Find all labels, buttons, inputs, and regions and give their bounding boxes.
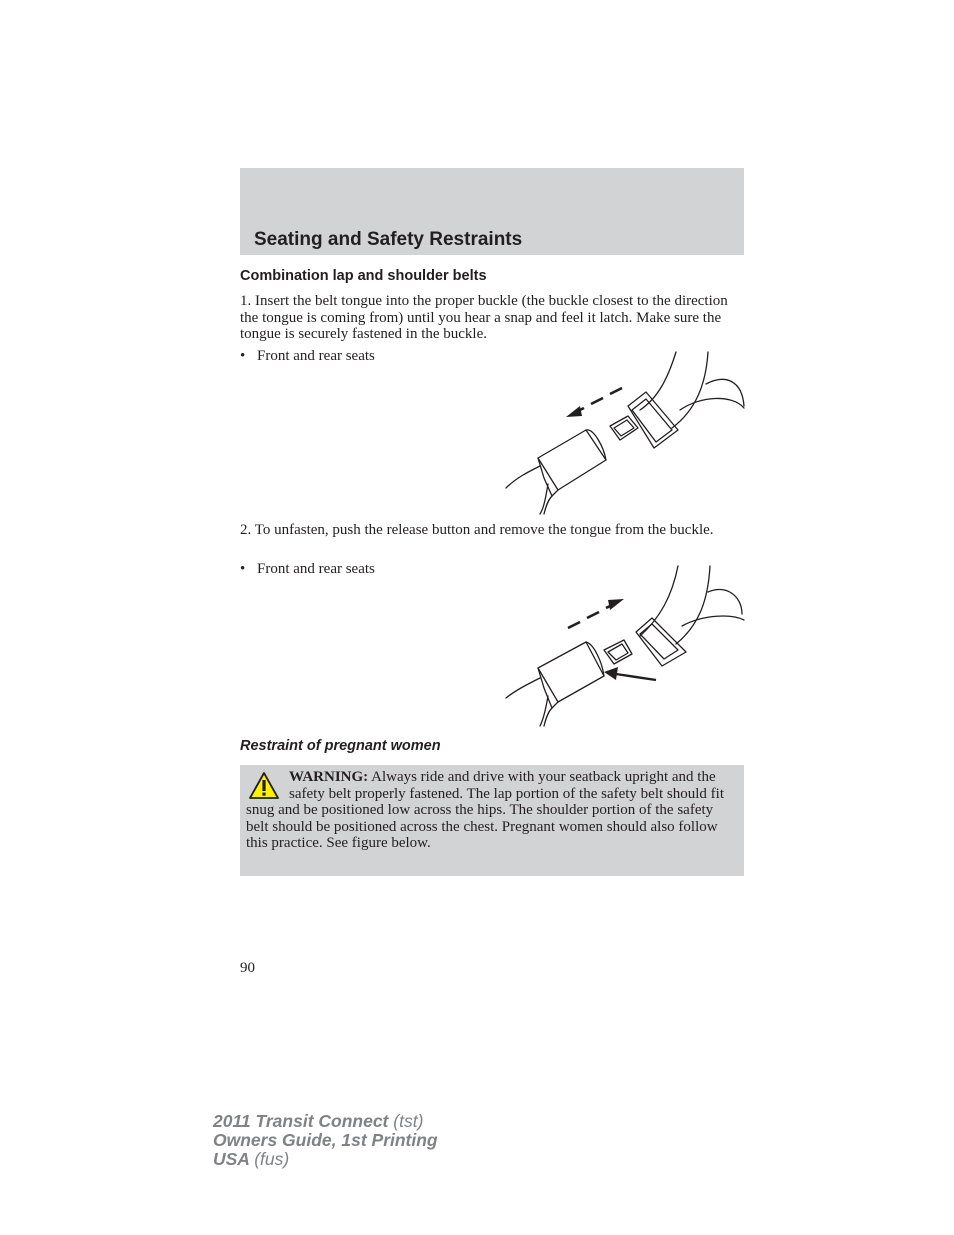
section-title: Seating and Safety Restraints [254,229,523,250]
footer-line-3 [213,1150,438,1169]
warning-box [240,765,744,876]
buckle-release-illustration [500,562,746,730]
bullet-item-1-label: Front and rear seats [257,348,375,364]
footer-model: 2011 Transit Connect [213,1111,389,1131]
warning-text [246,769,732,852]
footer-market: USA [213,1149,250,1169]
subheading-lap-shoulder-belts: Combination lap and shoulder belts [240,268,487,284]
page-number: 90 [240,960,255,976]
footer-model-code: (tst) [393,1111,424,1131]
bullet-item-2 [240,561,375,578]
step-2-text: 2. To unfasten, push the release button and remove the tongue from the buckle. [240,522,714,538]
warning-label: WARNING: [289,769,369,785]
footer-line-1 [213,1112,438,1131]
bullet-dot-icon: • [240,561,246,577]
footer-market-code: (fus) [254,1149,290,1169]
document-footer [213,1112,438,1169]
warning-body: Always ride and drive with your seatback upright and the safety belt properly fastened. The lap portion of the safety belt should fit snug and be positioned low across the hips. The shoulder portion of the safety belt should be positioned across the chest. Pregnant women should also follow this practice. See figure below. [246,769,725,851]
section-header-band [240,168,744,255]
bullet-dot-icon: • [240,348,246,364]
subheading-pregnant-women: Restraint of pregnant women [240,738,441,754]
bullet-item-1 [240,348,375,365]
footer-line-2: Owners Guide, 1st Printing [213,1130,438,1150]
bullet-item-2-label: Front and rear seats [257,561,375,577]
step-1-text: 1. Insert the belt tongue into the proper buckle (the buckle closest to the direction the tongue is coming from) until you hear a snap and feel it latch. Make sure the tongue is securely fastened in the buckle. [240,293,728,343]
buckle-fasten-illustration [500,348,746,516]
